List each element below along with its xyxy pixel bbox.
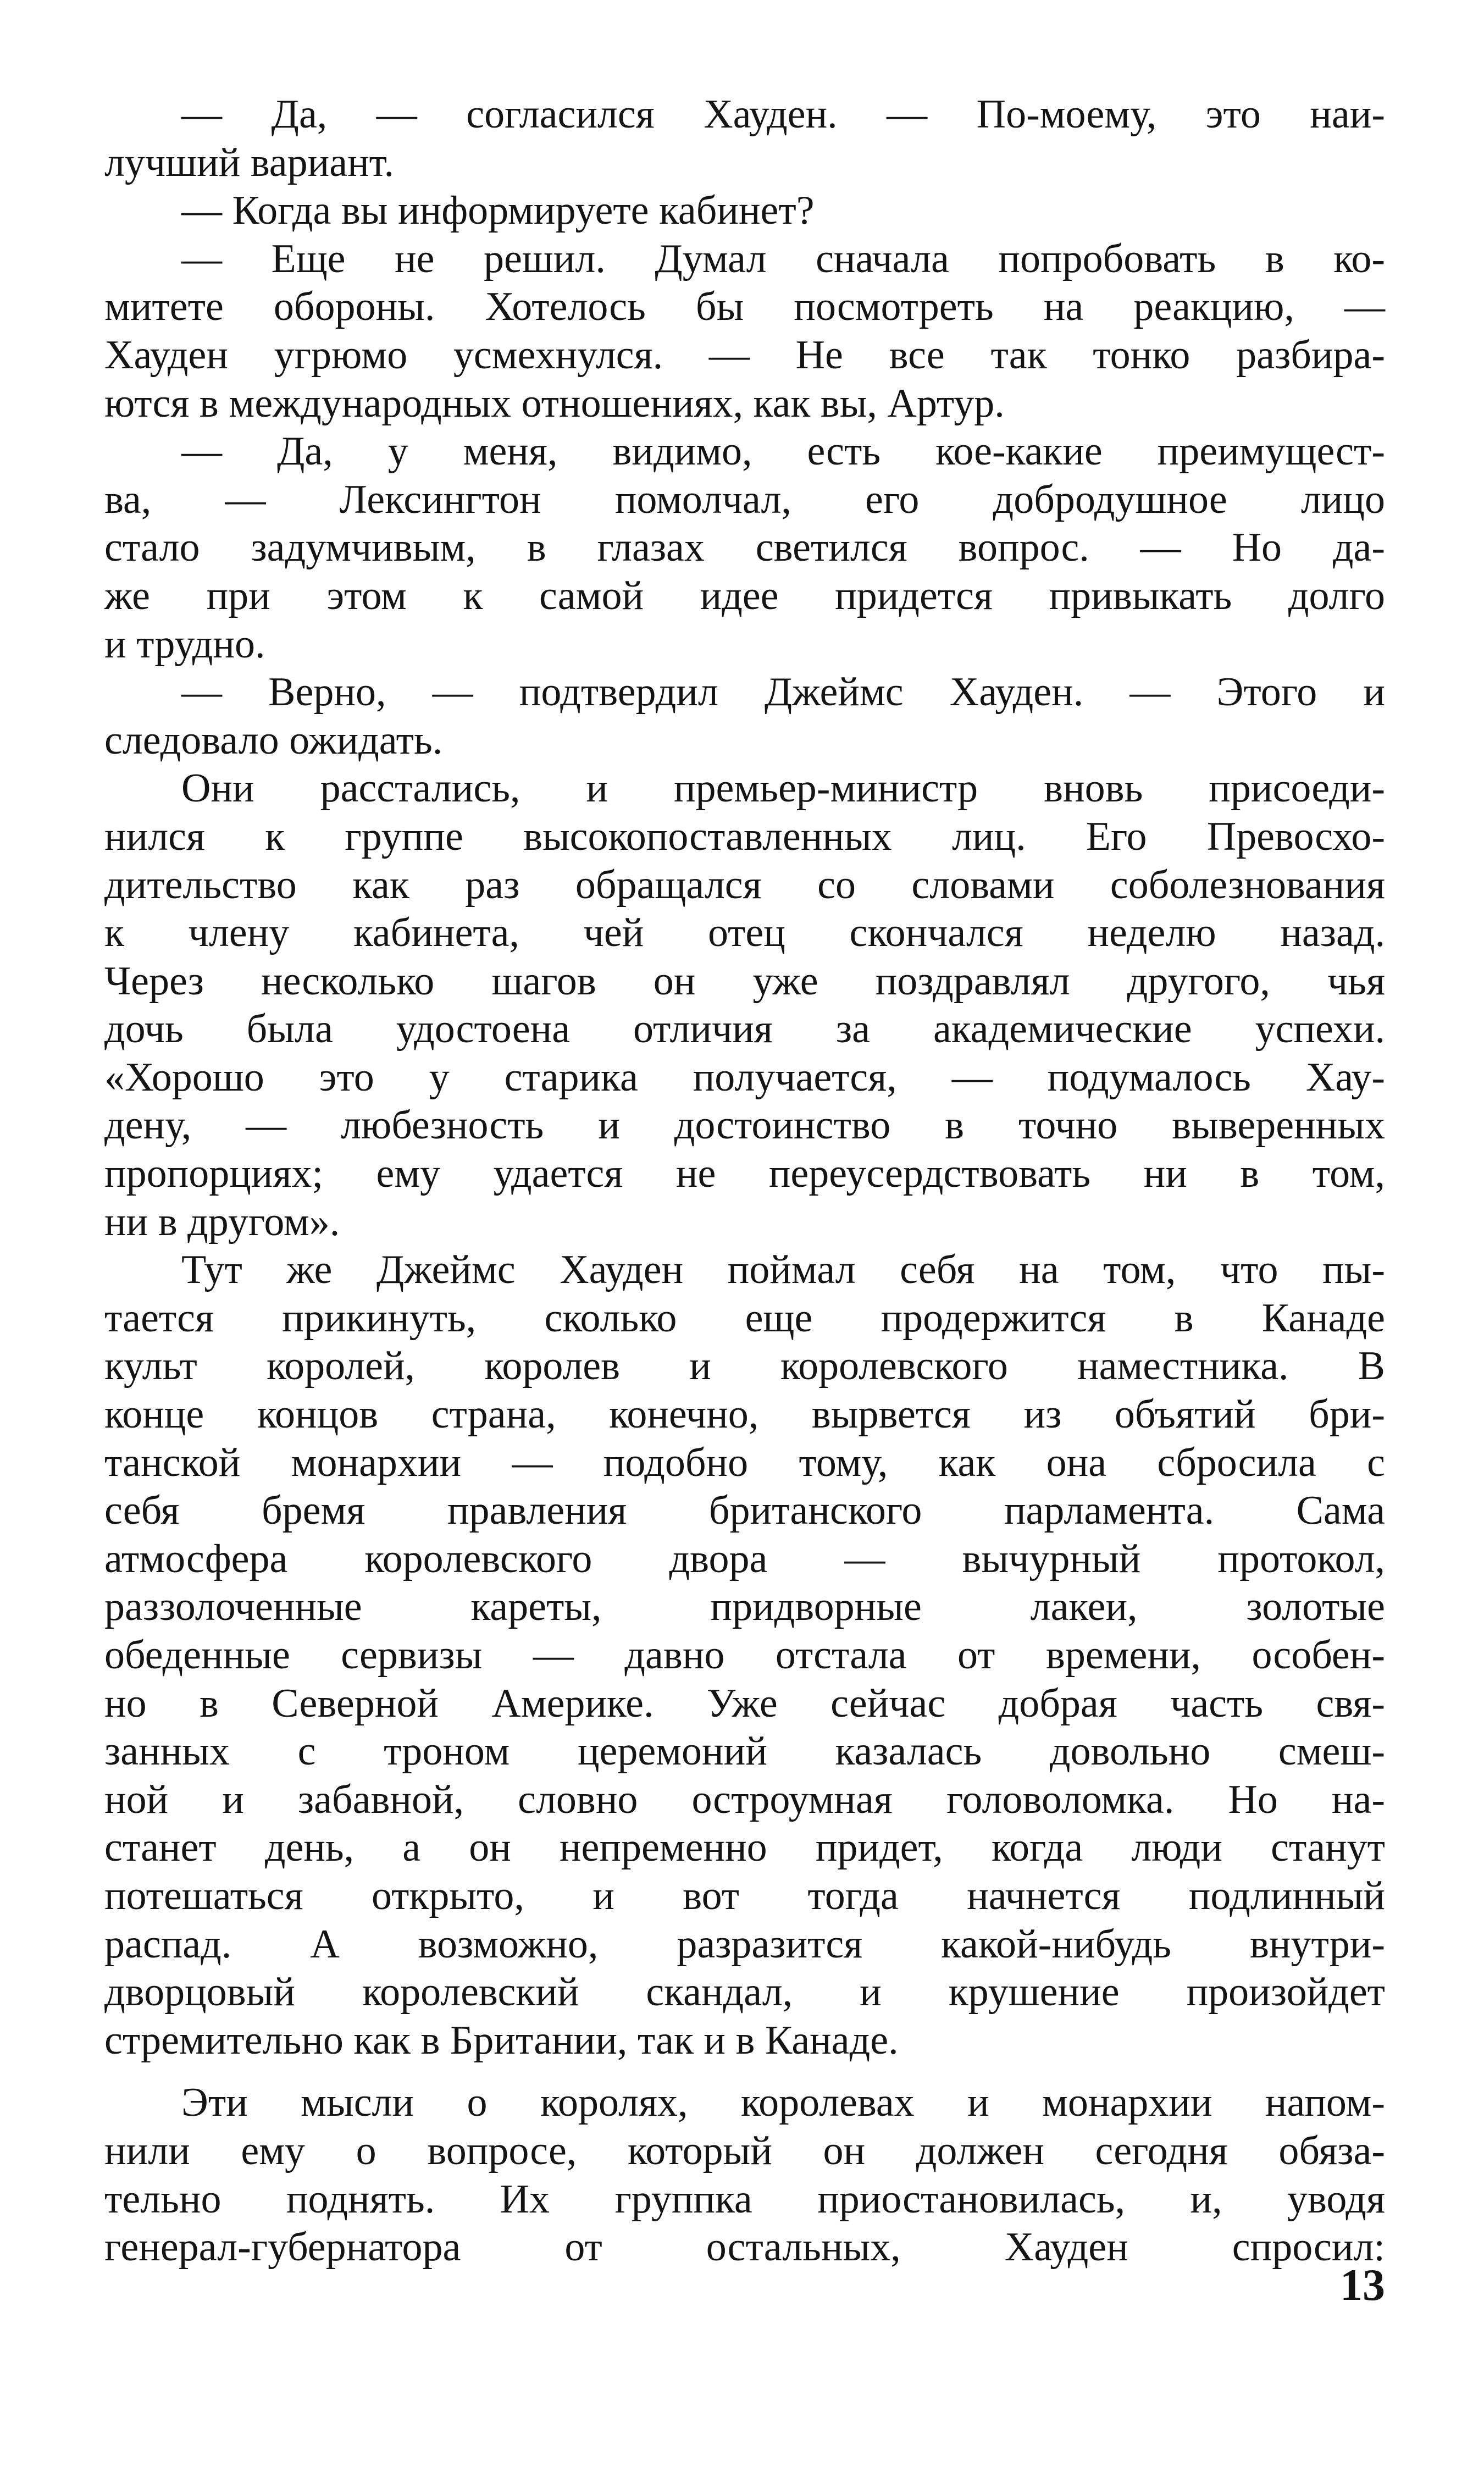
text-line: следовало ожидать. — [104, 717, 443, 763]
text-line: митете обороны. Хотелось бы посмотреть на реакцию, — — [104, 284, 1385, 330]
text-line: ни в другом». — [104, 1199, 340, 1244]
text-line: Эти мысли о королях, королевах и монархии напом- — [181, 2080, 1385, 2126]
text-line: и трудно. — [104, 621, 265, 667]
text-line: ва, — Лексингтон помолчал, его добродушное лицо — [104, 477, 1385, 522]
text-line: стало задумчивым, в глазах светился вопрос. — Но да- — [104, 525, 1385, 571]
text-line: атмосфера королевского двора — вычурный протокол, — [104, 1536, 1385, 1581]
text-line: занных с троном церемоний казалась довольно смеш- — [104, 1729, 1385, 1774]
text-line: конце концов страна, конечно, вырвется из объятий бри- — [104, 1392, 1385, 1437]
text-line: ной и забавной, словно остроумная головоломка. Но на- — [104, 1777, 1385, 1822]
text-line: обеденные сервизы — давно отстала от времени, особен- — [104, 1633, 1385, 1678]
text-line: но в Северной Америке. Уже сейчас добрая часть свя- — [104, 1680, 1385, 1726]
text-line: дительство как раз обращался со словами соболезнования — [104, 862, 1385, 908]
text-line: тельно поднять. Их группка приостановилась, и, уводя — [104, 2176, 1385, 2222]
text-line: ются в международных отношениях, как вы, Артур. — [104, 380, 1005, 426]
text-line: — Да, у меня, видимо, есть кое-какие преимущест- — [181, 429, 1385, 474]
text-line: себя бремя правления британского парламента. Сама — [104, 1488, 1385, 1534]
text-line: генерал-губернатора от остальных, Хауден спросил: — [104, 2225, 1385, 2270]
body-text — [104, 91, 1385, 2272]
text-line: нился к группе высокопоставленных лиц. Его Превосхо- — [104, 814, 1385, 859]
text-line: станет день, а он непременно придет, когда люди станут — [104, 1825, 1385, 1871]
text-line: танской монархии — подобно тому, как она сбросила с — [104, 1440, 1385, 1485]
text-line: нили ему о вопросе, который он должен сегодня обяза- — [104, 2128, 1385, 2173]
text-line: Они расстались, и премьер-министр вновь присоеди- — [181, 766, 1385, 811]
text-line: потешаться открыто, и вот тогда начнется подлинный — [104, 1873, 1385, 1918]
text-line: — Да, — согласился Хауден. — По-моему, это наи- — [181, 92, 1385, 137]
text-line: распад. А возможно, разразится какой-нибудь внутри- — [104, 1921, 1385, 1967]
text-line: — Когда вы информируете кабинет? — [181, 188, 815, 234]
text-line: лучший вариант. — [104, 140, 394, 185]
text-line: раззолоченные кареты, придворные лакеи, золотые — [104, 1584, 1385, 1630]
text-line: Через несколько шагов он уже поздравлял другого, чья — [104, 958, 1385, 1004]
text-line: к члену кабинета, чей отец скончался неделю назад. — [104, 910, 1385, 956]
text-line: культ королей, королев и королевского наместника. В — [104, 1343, 1385, 1389]
text-line: дочь была удостоена отличия за академические успехи. — [104, 1006, 1385, 1052]
text-line: пропорциях; ему удается не переусердствовать ни в том, — [104, 1151, 1385, 1197]
text-line: — Верно, — подтвердил Джеймс Хауден. — Этого и — [181, 670, 1385, 715]
text-line: дворцовый королевский скандал, и крушение произойдет — [104, 1970, 1385, 2015]
text-line: стремительно как в Британии, так и в Канаде. — [104, 2017, 899, 2063]
text-line: дену, — любезность и достоинство в точно выверенных — [104, 1103, 1385, 1148]
text-line: Тут же Джеймс Хауден поймал себя на том, что пы- — [181, 1247, 1385, 1293]
page-number: 13 — [1340, 2260, 1385, 2310]
text-line: «Хорошо это у старика получается, — подумалось Хау- — [104, 1054, 1385, 1100]
text-line: тается прикинуть, сколько еще продержится в Канаде — [104, 1295, 1385, 1341]
text-line: же при этом к самой идее придется привыкать долго — [104, 573, 1385, 618]
text-line: — Еще не решил. Думал сначала попробовать в ко- — [181, 236, 1385, 281]
text-line: Хауден угрюмо усмехнулся. — Не все так тонко разбира- — [104, 332, 1385, 378]
